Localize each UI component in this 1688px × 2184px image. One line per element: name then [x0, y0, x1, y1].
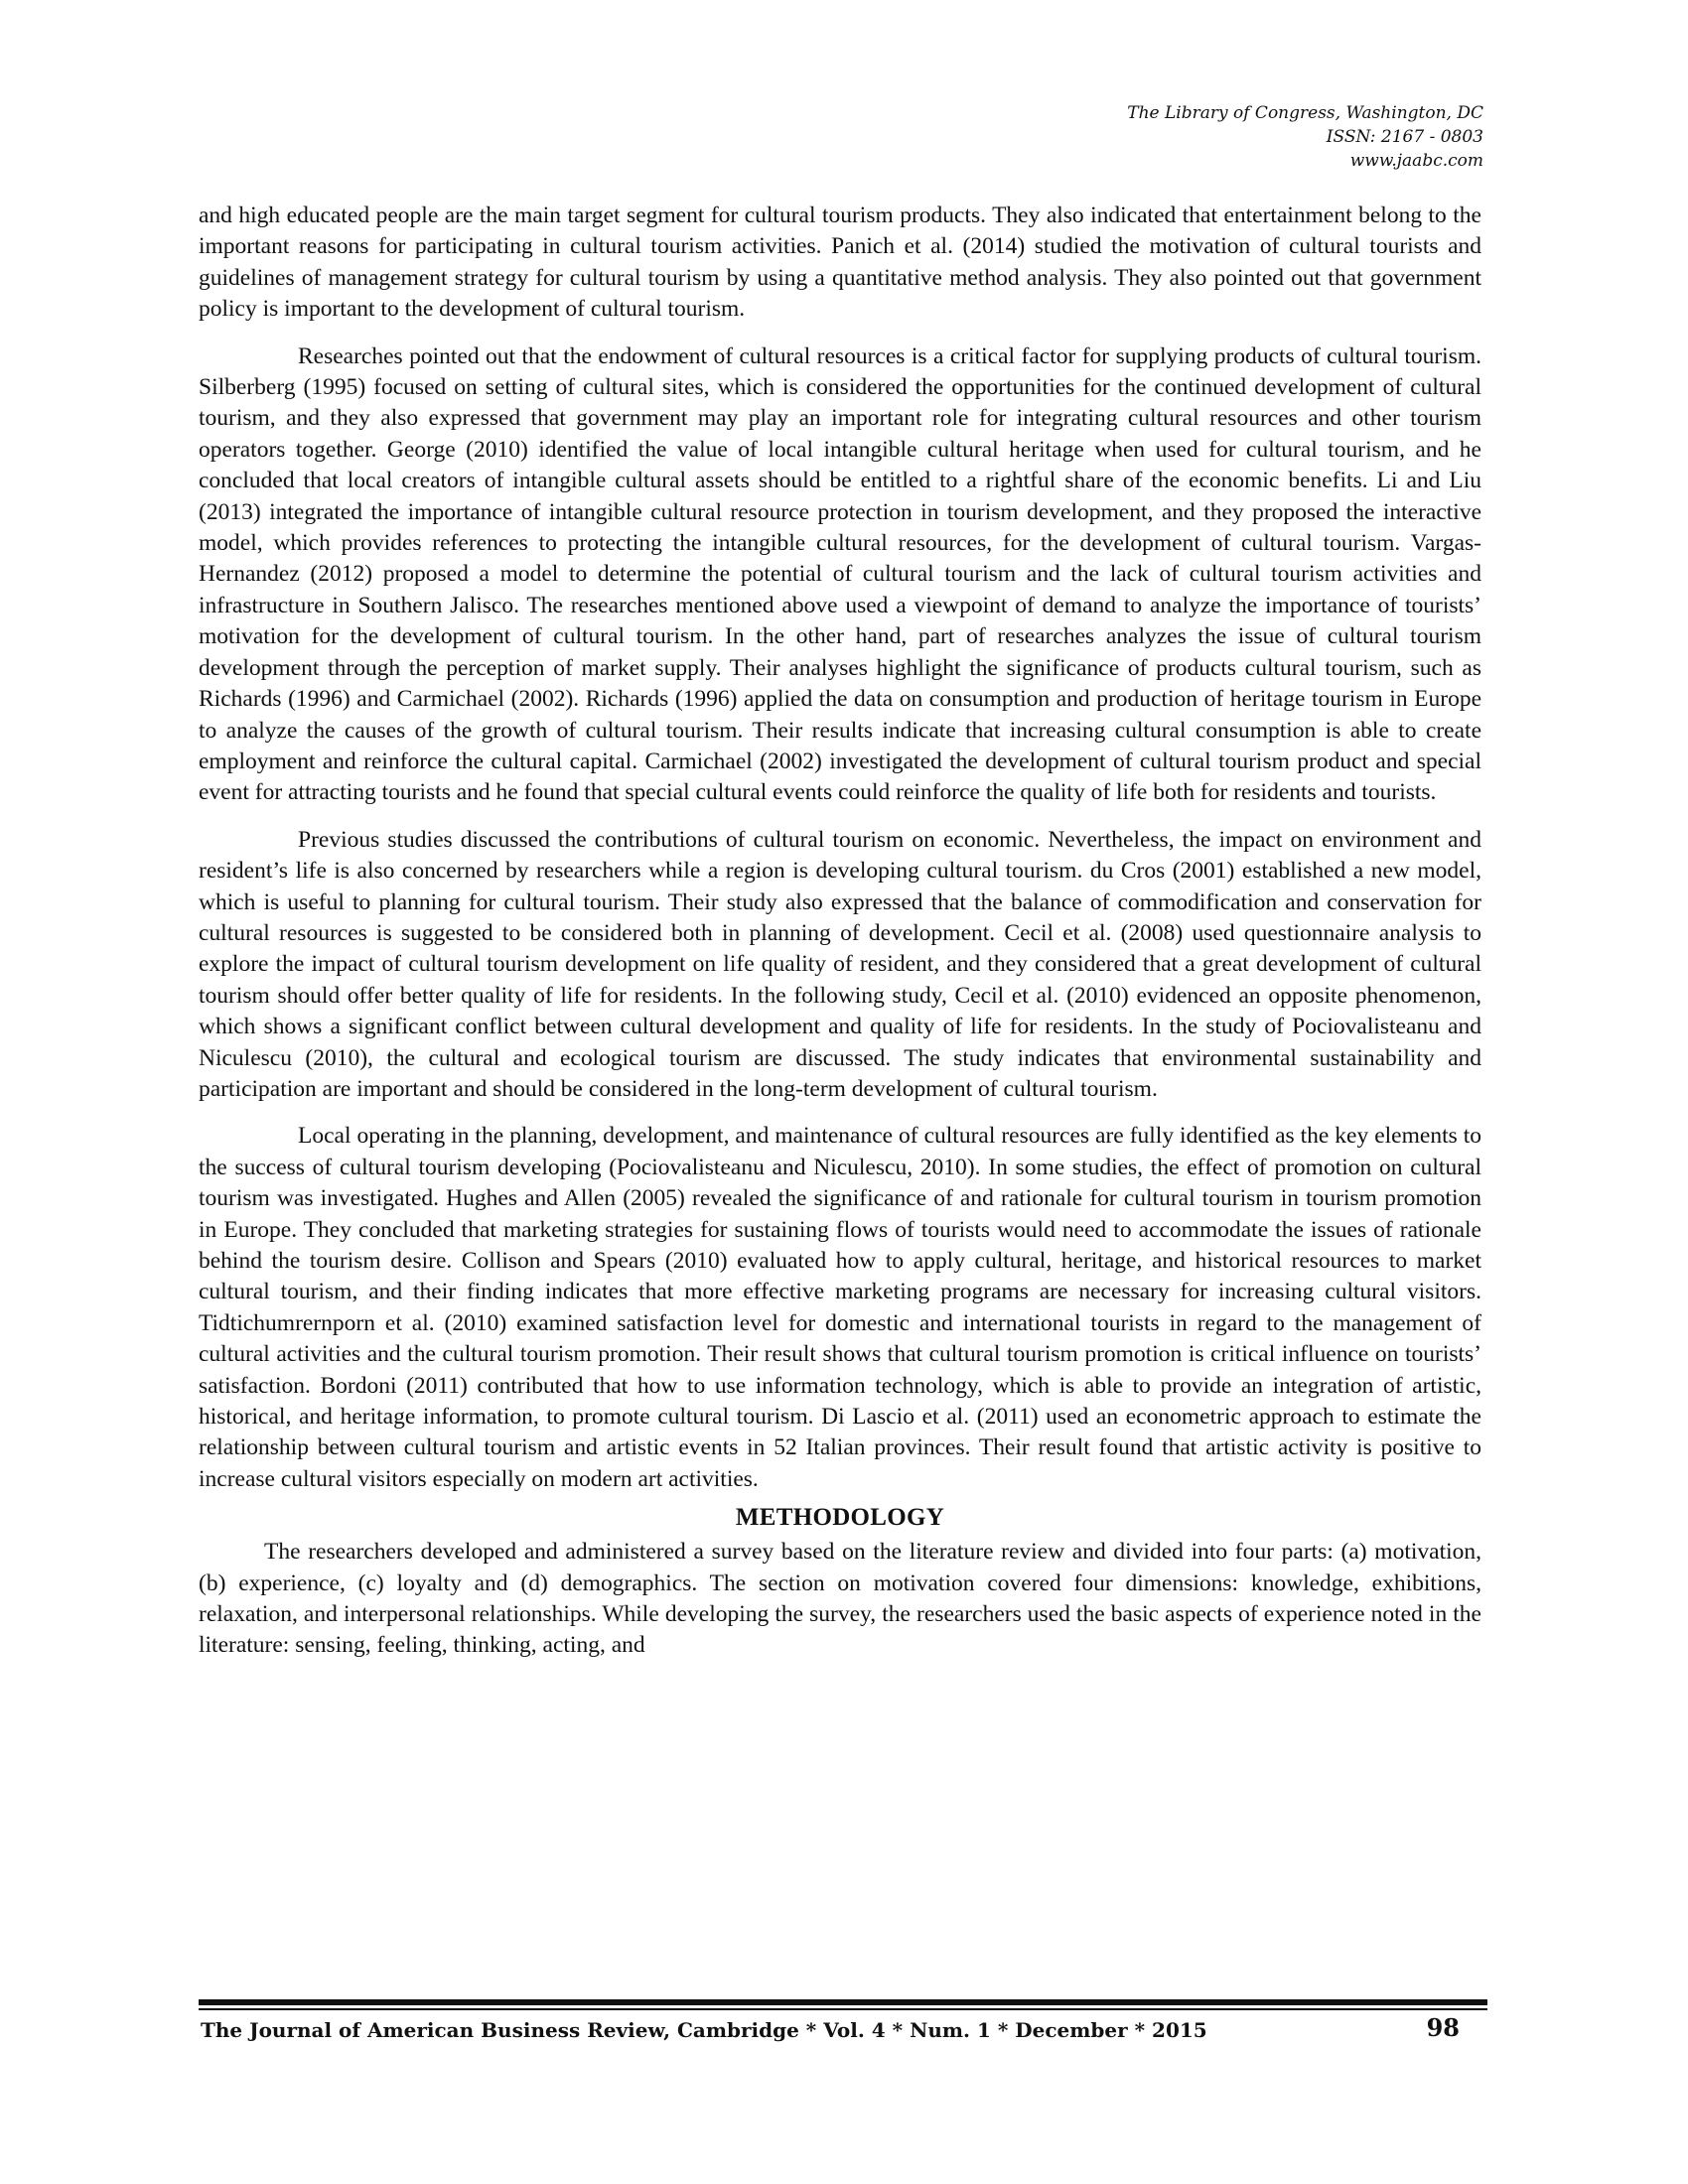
article-body — [199, 201, 1481, 1662]
paragraph-1: and high educated people are the main target segment for cultural tourism products. They also indicated that entertainment belong to the important reasons for participating in cultural tourism activities. Panich et al. (2014) studied the motivation of cultural tourists and guidelines of management strategy for cultural tourism by using a quantitative method analysis. They also pointed out that government policy is important to the development of cultural tourism. — [199, 203, 1481, 323]
page-number: 98 — [1426, 2013, 1460, 2042]
running-header — [788, 101, 1483, 173]
header-publisher: The Library of Congress, Washington, DC — [1127, 103, 1483, 123]
paragraph-3: Previous studies discussed the contributions of cultural tourism on economic. Nevertheless, the impact on environment and resident’s life is also concerned by researchers while a region is developing cultural tourism. du Cros (2001) established a new model, which is useful to planning for cultural tourism. Their study also expressed that the balance of commodification and conservation for cultural resources is suggested to be considered both in planning of development. Cecil et al. (2008) used questionnaire analysis to explore the impact of cultural tourism development on life quality of resident, and they considered that a great development of cultural tourism should offer better quality of life for residents. In the following study, Cecil et al. (2010) evidenced an opposite phenomenon, which shows a significant conflict between cultural development and quality of life for residents. In the study of Pociovalisteanu and Niculescu (2010), the cultural and ecological tourism are discussed. The study indicates that environmental sustainability and participation are important and should be considered in the long-term development of cultural tourism. — [199, 826, 1481, 1102]
paragraph-4: Local operating in the planning, development, and maintenance of cultural resources are fully identified as the key elements to the success of cultural tourism developing (Pociovalisteanu and Niculescu, 2010). In some studies, the effect of promotion on cultural tourism was investigated. Hughes and Allen (2005) revealed the significance of and rationale for cultural tourism in tourism promotion in Europe. They concluded that marketing strategies for sustaining flows of tourists would need to accommodate the issues of rationale behind the tourism desire. Collison and Spears (2010) evaluated how to apply cultural, heritage, and historical resources to market cultural tourism, and their finding indicates that more effective marketing programs are necessary for increasing cultural visitors. Tidtichumrernporn et al. (2010) examined satisfaction level for domestic and international tourists in regard to the management of cultural activities and the cultural tourism promotion. Their result shows that cultural tourism promotion is critical influence on tourists’ satisfaction. Bordoni (2011) contributed that how to use information technology, which is able to provide an integration of artistic, historical, and heritage information, to promote cultural tourism. Di Lascio et al. (2011) used an econometric approach to estimate the relationship between cultural tourism and artistic events in 52 Italian provinces. Their result found that artistic activity is positive to increase cultural visitors especially on modern art activities. — [199, 1123, 1481, 1492]
header-issn: ISSN: 2167 - 0803 — [1326, 127, 1483, 147]
footer-rule-thick — [199, 1999, 1487, 2005]
footer-journal-citation: The Journal of American Business Review, Cambridge * Vol. 4 * Num. 1 * December * 2015 — [201, 2018, 1207, 2042]
paragraph-2: Researches pointed out that the endowment of cultural resources is a critical factor for supplying products of cultural tourism. Silberberg (1995) focused on setting of cultural sites, which is considered the opportunities for the continued development of cultural tourism, and they also expressed that government may play an important role for integrating cultural resources and other tourism operators together. George (2010) identified the value of local intangible cultural heritage when used for cultural tourism, and he concluded that local creators of intangible cultural assets should be entitled to a rightful share of the economic benefits. Li and Liu (2013) integrated the importance of intangible cultural resource protection in tourism development, and they proposed the interactive model, which provides references to protecting the intangible cultural resources, for the development of cultural tourism. Vargas-Hernandez (2012) proposed a model to determine the potential of cultural tourism and the lack of cultural tourism activities and infrastructure in Southern Jalisco. The researches mentioned above used a viewpoint of demand to analyze the importance of tourists’ motivation for the development of cultural tourism. In the other hand, part of researches analyzes the issue of cultural tourism development through the perception of market supply. Their analyses highlight the significance of products cultural tourism, such as Richards (1996) and Carmichael (2002). Richards (1996) applied the data on consumption and production of heritage tourism in Europe to analyze the causes of the growth of cultural tourism. Their results indicate that increasing cultural consumption is able to create employment and reinforce the cultural capital. Carmichael (2002) investigated the development of cultural tourism product and special event for attracting tourists and he found that special cultural events could reinforce the quality of life both for residents and tourists. — [199, 342, 1481, 806]
paragraph-5: The researchers developed and administered a survey based on the literature review and divided into four parts: (a) motivation, (b) experience, (c) loyalty and (d) demographics. The section on motivation covered four dimensions: knowledge, exhibitions, relaxation, and interpersonal relationships. While developing the survey, the researchers used the basic aspects of experience noted in the literature: sensing, feeling, thinking, acting, and — [199, 1539, 1481, 1659]
header-website: www.jaabc.com — [1349, 151, 1483, 171]
footer-rule-thin — [199, 2008, 1487, 2010]
section-heading-methodology: METHODOLOGY — [735, 1504, 945, 1532]
